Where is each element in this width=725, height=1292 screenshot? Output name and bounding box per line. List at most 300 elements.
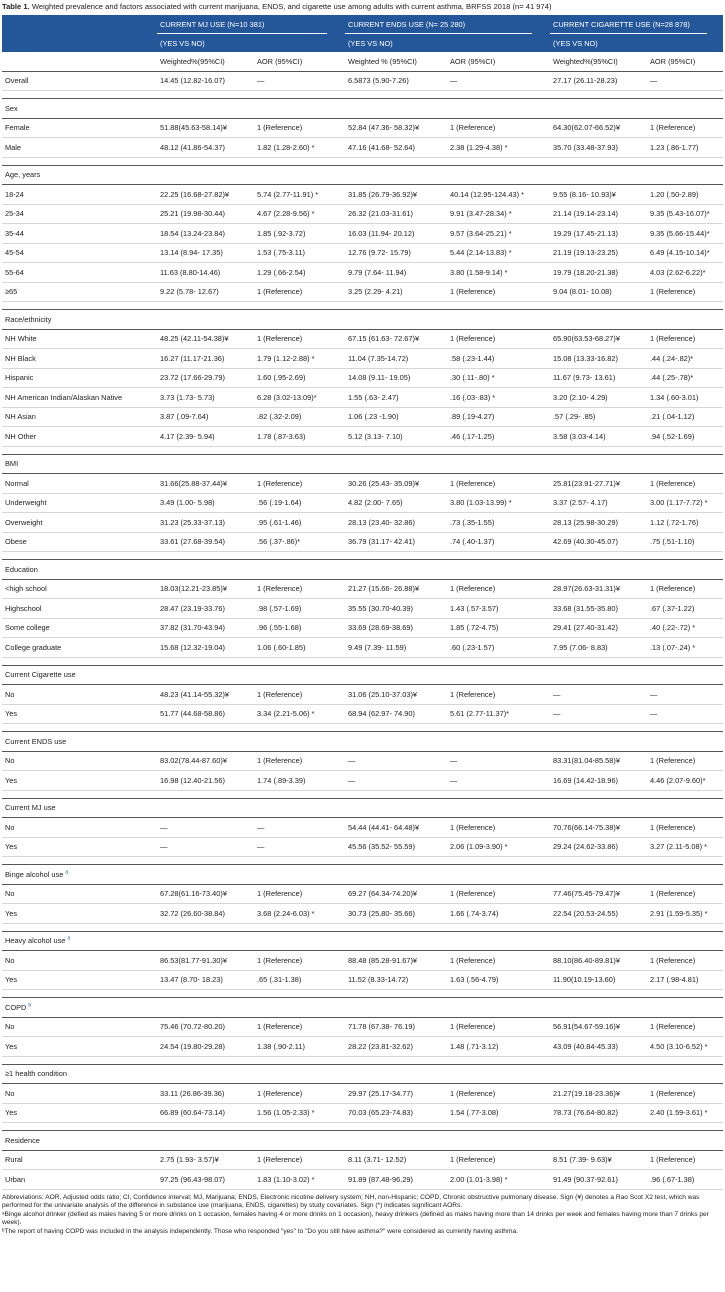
cell-group-ends	[345, 393, 550, 402]
cell-aor: .98 (.57-1.69)	[257, 603, 302, 613]
row-label: No	[5, 1088, 15, 1098]
cell-weighted: —	[348, 756, 356, 766]
table-row	[2, 244, 723, 264]
section-spacer	[2, 791, 723, 799]
cell-aor: 5.74 (2.77-11.91) *	[257, 189, 319, 199]
cell-weighted: 28.97(26.63-31.31)¥	[553, 584, 620, 594]
cell-weighted: 43.09 (40.84-45.33)	[553, 1041, 618, 1051]
header-group-cig	[550, 16, 725, 34]
header-sub-mj-wrap	[157, 39, 345, 48]
table-row	[2, 1151, 723, 1171]
cell-group-cig	[550, 498, 725, 507]
cell-group-cig	[550, 842, 725, 851]
cell-weighted: 51.77 (44.68-58.86)	[160, 709, 225, 719]
cell-group-mj	[157, 1089, 345, 1098]
cell-weighted: 11.63 (8.80-14.46)	[160, 267, 221, 277]
column-header-weighted: Weighted%(95%CI)	[160, 56, 225, 66]
cell-weighted: 25.21 (19.98-30.44)	[160, 209, 225, 219]
cell-aor: .96 (.55-1.68)	[257, 623, 302, 633]
cell-aor: 1 (Reference)	[450, 123, 496, 133]
cell-weighted: 4.82 (2.00- 7.65)	[348, 498, 403, 508]
cell-aor: 6.49 (4.15-10.14)*	[650, 248, 710, 258]
cell-weighted: 35.55 (30.70-40.39)	[348, 603, 413, 613]
table-row	[2, 1104, 723, 1124]
table-row	[2, 513, 723, 533]
cell-weighted: —	[160, 822, 168, 832]
header-group-mj-title: CURRENT MJ USE (N=10 381)	[157, 16, 327, 34]
cell-group-ends	[345, 1175, 550, 1184]
cell-weighted: 29.41 (27.40-31.42)	[553, 623, 618, 633]
cell-weighted: 3.37 (2.57- 4.17)	[553, 498, 608, 508]
section-spacer	[2, 158, 723, 166]
section-label	[2, 104, 402, 113]
cell-aor: 2.17 (.98-4.81)	[650, 975, 699, 985]
cell-aor: 1.20 (.50-2.89)	[650, 189, 699, 199]
header-row-groups	[2, 16, 723, 34]
table-row	[2, 1018, 723, 1038]
cell-weighted: 11.52 (8.33-14.72)	[348, 975, 409, 985]
cell-aor: .95 (.61-1.46)	[257, 517, 302, 527]
cell-group-cig	[550, 1155, 725, 1164]
cell-aor: 1.83 (1.10-3.02) *	[257, 1174, 315, 1184]
cell-weighted: 13.47 (8.70- 18.23)	[160, 975, 223, 985]
section-label	[2, 170, 402, 179]
cell-aor: 4.46 (2.07-9.60)*	[650, 775, 706, 785]
cell-group-cig	[550, 123, 725, 132]
cell-aor: 1 (Reference)	[257, 584, 303, 594]
cell-weighted: 83.02(78.44-87.60)¥	[160, 756, 227, 766]
cell-group-cig	[550, 690, 725, 699]
table-row	[2, 474, 723, 494]
cell-group-mj	[157, 209, 345, 218]
cell-weighted: 21.27 (15.66- 26.88)¥	[348, 584, 420, 594]
cell-weighted: 18.03(12.21-23.85)¥	[160, 584, 227, 594]
section-label-text: Race/ethnicity	[5, 314, 52, 324]
header-sub-cig-wrap	[550, 39, 725, 48]
cell-aor: 3.68 (2.24-6.03) *	[257, 908, 315, 918]
cell-weighted: 8.11 (3.71- 12.52)	[348, 1155, 407, 1165]
cell-aor: 1.79 (1.12-2.88) *	[257, 353, 315, 363]
cell-weighted: 69.27 (64.34-74.20)¥	[348, 889, 418, 899]
cell-aor: 9.35 (5.43-16.07)*	[650, 209, 710, 219]
cell-aor: 1 (Reference)	[650, 955, 696, 965]
cell-group-ends	[345, 248, 550, 257]
cell-group-cig	[550, 956, 725, 965]
cell-weighted: 48.12 (41.86-54.37)	[160, 142, 225, 152]
row-label: Obese	[5, 537, 27, 547]
cell-aor: 3.80 (1.03-13.99) *	[450, 498, 512, 508]
cell-weighted: 45.56 (35.52- 55.59)	[348, 842, 415, 852]
cell-weighted: 26.32 (21.03-31.61)	[348, 209, 413, 219]
cell-group-ends	[345, 143, 550, 152]
cell-weighted: 9.79 (7.64- 11.94)	[348, 267, 407, 277]
cell-group-mj	[157, 1175, 345, 1184]
cell-group-ends	[345, 354, 550, 363]
footnote: ᵇThe report of having COPD was included in the analysis independently. Those who responded "yes" to "Do you still have asthma?" were considered as currently having asthma.	[2, 1227, 518, 1235]
cell-weighted: 77.46(75.45-79.47)¥	[553, 889, 620, 899]
cell-aor: .96 (.67-1.38)	[650, 1174, 695, 1184]
cell-weighted: 1.55 (.63- 2.47)	[348, 392, 399, 402]
cell-aor: .56 (.19-1.64)	[257, 498, 302, 508]
cell-weighted: 19.79 (18.20-21.38)	[553, 267, 618, 277]
cell-aor: 1.82 (1.28-2.60) *	[257, 142, 315, 152]
section-header-row	[2, 666, 723, 686]
column-header-mj	[157, 57, 345, 66]
cell-weighted: 31.06 (25.10-37.03)¥	[348, 689, 418, 699]
cell-aor: 6.28 (3.02-13.09)*	[257, 392, 317, 402]
cell-group-mj	[157, 975, 345, 984]
row-label: Yes	[5, 709, 18, 719]
cell-group-ends	[345, 709, 550, 718]
cell-aor: 1 (Reference)	[650, 334, 696, 344]
cell-aor: 1.85 (.92-3.72)	[257, 228, 306, 238]
cell-group-ends	[345, 287, 550, 296]
cell-group-mj	[157, 756, 345, 765]
cell-aor: 1 (Reference)	[450, 478, 496, 488]
cell-aor: 1 (Reference)	[450, 889, 496, 899]
cell-group-ends	[345, 537, 550, 546]
cell-group-mj	[157, 623, 345, 632]
cell-weighted: 88.48 (85.28-91.67)¥	[348, 955, 418, 965]
cell-aor: .82 (.32-2.09)	[257, 412, 302, 422]
cell-group-ends	[345, 268, 550, 277]
section-label	[2, 459, 402, 468]
cell-group-mj	[157, 518, 345, 527]
cell-weighted: 3.58 (3.03-4.14)	[553, 431, 606, 441]
cell-weighted: 36.79 (31.17- 42.41)	[348, 537, 415, 547]
row-label: Rural	[5, 1155, 23, 1165]
cell-aor: 1.38 (.90-2.11)	[257, 1041, 305, 1051]
cell-group-mj	[157, 268, 345, 277]
cell-group-mj	[157, 1022, 345, 1031]
row-label: Yes	[5, 775, 18, 785]
cell-aor: 2.06 (1.09-3.90) *	[450, 842, 508, 852]
cell-group-ends	[345, 823, 550, 832]
cell-group-ends	[345, 229, 550, 238]
cell-weighted: 42.69 (40.30-45.07)	[553, 537, 618, 547]
cell-weighted: 91.89 (87.48-96.29)	[348, 1174, 413, 1184]
cell-group-ends	[345, 479, 550, 488]
cell-group-cig	[550, 709, 725, 718]
cell-aor: 1 (Reference)	[450, 334, 496, 344]
cell-group-cig	[550, 604, 725, 613]
cell-weighted: 19.29 (17.45-21.13)	[553, 228, 618, 238]
row-label: Underweight	[5, 498, 47, 508]
column-header-aor: AOR (95%CI)	[450, 56, 496, 66]
row-label: NH White	[5, 334, 37, 344]
row-label: 25-34	[5, 209, 24, 219]
section-spacer	[2, 91, 723, 99]
cell-group-ends	[345, 1042, 550, 1051]
cell-weighted: 21.14 (19.14-23.14)	[553, 209, 618, 219]
section-header-row	[2, 932, 723, 952]
row-label: 45-54	[5, 248, 24, 258]
row-label: Overall	[5, 76, 29, 86]
cell-aor: 1.34 (.60-3.01)	[650, 392, 699, 402]
table-row	[2, 1084, 723, 1104]
cell-aor: 1 (Reference)	[650, 889, 696, 899]
cell-group-mj	[157, 190, 345, 199]
row-label: College graduate	[5, 642, 62, 652]
cell-weighted: 64.30(62.07-66.52)¥	[553, 123, 620, 133]
cell-group-cig	[550, 1108, 725, 1117]
section-header-row	[2, 1131, 723, 1151]
cell-aor: .56 (.37-.86)*	[257, 537, 301, 547]
footnote-marker: a	[67, 936, 71, 942]
cell-aor: 3.00 (1.17-7.72) *	[650, 498, 708, 508]
section-label	[2, 1003, 402, 1012]
table-footnotes	[2, 1194, 723, 1237]
cell-group-cig	[550, 1175, 725, 1184]
cell-aor: 1 (Reference)	[257, 1088, 303, 1098]
cell-weighted: 18.54 (13.24-23.84)	[160, 228, 225, 238]
cell-group-ends	[345, 776, 550, 785]
section-header-row	[2, 998, 723, 1018]
table-row	[2, 599, 723, 619]
cell-aor: 2.00 (1.01-3.98) *	[450, 1174, 508, 1184]
row-label: No	[5, 1022, 15, 1032]
cell-group-cig	[550, 287, 725, 296]
table-row	[2, 533, 723, 553]
cell-group-ends	[345, 1089, 550, 1098]
row-label: NH Black	[5, 353, 36, 363]
cell-aor: 5.44 (2.14-13.83) *	[450, 248, 512, 258]
cell-group-mj	[157, 709, 345, 718]
cell-group-mj	[157, 123, 345, 132]
cell-weighted: 31.85 (26.79-36.92)¥	[348, 189, 418, 199]
column-header-aor: AOR (95%CI)	[257, 56, 303, 66]
row-label: No	[5, 689, 15, 699]
section-label	[2, 670, 402, 679]
cell-group-cig	[550, 1042, 725, 1051]
section-spacer	[2, 302, 723, 310]
row-label: Female	[5, 123, 30, 133]
row-label: <high school	[5, 584, 47, 594]
row-label: Hispanic	[5, 373, 34, 383]
cell-aor: 1.60 (.95-2.69)	[257, 373, 306, 383]
cell-aor: 1.53 (.75-3.11)	[257, 248, 305, 258]
row-label: No	[5, 822, 15, 832]
section-header-row	[2, 310, 723, 330]
cell-weighted: 9.49 (7.39- 11.59)	[348, 642, 407, 652]
header-group-mj-subtitle: (YES VS NO)	[160, 38, 205, 48]
cell-group-mj	[157, 690, 345, 699]
row-label: Normal	[5, 478, 29, 488]
row-label: NH Asian	[5, 412, 36, 422]
cell-aor: 1 (Reference)	[650, 1155, 696, 1165]
cell-group-mj	[157, 479, 345, 488]
cell-weighted: 29.24 (24.62-33.86)	[553, 842, 618, 852]
cell-weighted: 5.12 (3.13- 7.10)	[348, 431, 403, 441]
cell-aor: 1 (Reference)	[257, 123, 303, 133]
cell-aor: 2.91 (1.59-5.35) *	[650, 908, 708, 918]
cell-group-mj	[157, 537, 345, 546]
cell-aor: 1 (Reference)	[450, 1088, 496, 1098]
table-row	[2, 369, 723, 389]
cell-weighted: 1.06 (.23 -1.90)	[348, 412, 399, 422]
section-label	[2, 936, 402, 945]
cell-weighted: 11.67 (9.73- 13.61)	[553, 373, 616, 383]
cell-group-mj	[157, 373, 345, 382]
cell-weighted: 23.72 (17.66-29.79)	[160, 373, 225, 383]
cell-weighted: 3.25 (2.29- 4.21)	[348, 287, 403, 297]
cell-group-mj	[157, 432, 345, 441]
cell-group-cig	[550, 229, 725, 238]
cell-group-ends	[345, 643, 550, 652]
cell-group-cig	[550, 190, 725, 199]
section-label-text: Current ENDS use	[5, 736, 67, 746]
cell-group-cig	[550, 643, 725, 652]
table-row	[2, 752, 723, 772]
header-group-ends-title: CURRENT ENDS USE (N= 25 280)	[345, 16, 532, 34]
section-header-row	[2, 732, 723, 752]
cell-aor: 1 (Reference)	[450, 822, 496, 832]
cell-aor: 9.57 (3.64-25.21) *	[450, 228, 512, 238]
cell-group-mj	[157, 412, 345, 421]
cell-group-mj	[157, 143, 345, 152]
cell-aor: 1.66 (.74-3.74)	[450, 908, 499, 918]
table-row	[2, 619, 723, 639]
cell-aor: 1 (Reference)	[450, 287, 496, 297]
cell-weighted: 48.25 (42.11-54.38)¥	[160, 334, 229, 344]
row-label: Yes	[5, 1108, 18, 1118]
cell-weighted: 28.13 (23.40- 32.86)	[348, 517, 415, 527]
header-group-ends-subtitle: (YES VS NO)	[348, 38, 393, 48]
section-label	[2, 1069, 402, 1078]
table-row	[2, 283, 723, 303]
cell-group-ends	[345, 756, 550, 765]
header-group-mj	[157, 16, 345, 34]
cell-group-cig	[550, 623, 725, 632]
section-label-text: Age, years	[5, 170, 41, 180]
row-label: Urban	[5, 1174, 26, 1184]
section-header-row	[2, 560, 723, 580]
cell-weighted: 33.61 (27.68-39.54)	[160, 537, 225, 547]
cell-weighted: 16.27 (11.17-21.36)	[160, 353, 225, 363]
header-group-cig-subtitle: (YES VS NO)	[553, 38, 598, 48]
cell-aor: 9.35 (5.66-15.44)*	[650, 228, 710, 238]
section-label	[2, 803, 402, 812]
cell-aor: .16 (.03-.83) *	[450, 392, 496, 402]
cell-weighted: 33.69 (28.69-38.69)	[348, 623, 413, 633]
cell-aor: 1 (Reference)	[257, 287, 303, 297]
cell-aor: 1 (Reference)	[257, 1022, 303, 1032]
cell-aor: .74 (.40-1.37)	[450, 537, 495, 547]
cell-group-ends	[345, 1022, 550, 1031]
section-spacer	[2, 724, 723, 732]
cell-aor: .21 (.04-1.12)	[650, 412, 695, 422]
cell-weighted: 12.76 (9.72- 15.79)	[348, 248, 411, 258]
table-row	[2, 138, 723, 158]
cell-group-ends	[345, 889, 550, 898]
cell-aor: 1 (Reference)	[450, 689, 496, 699]
cell-weighted: 3.73 (1.73- 5.73)	[160, 392, 215, 402]
cell-group-mj	[157, 354, 345, 363]
cell-weighted: 78.73 (76.64-80.82)	[553, 1108, 618, 1118]
table-caption-label: Table 1.	[2, 2, 30, 11]
section-label-text: Education	[5, 564, 38, 574]
row-label: Some college	[5, 623, 50, 633]
cell-aor: 1 (Reference)	[650, 756, 696, 766]
cell-aor: 3.34 (2.21-5.06) *	[257, 709, 315, 719]
cell-aor: .73 (.35-1.55)	[450, 517, 495, 527]
cell-weighted: 4.17 (2.39- 5.94)	[160, 431, 215, 441]
cell-weighted: 56.91(54.67-59.16)¥	[553, 1022, 620, 1032]
cell-group-ends	[345, 909, 550, 918]
cell-group-ends	[345, 842, 550, 851]
section-label-text: Binge alcohol use	[5, 869, 64, 879]
cell-weighted: 3.49 (1.00- 5.98)	[160, 498, 215, 508]
cell-weighted: 66.89 (60.64-73.14)	[160, 1108, 225, 1118]
section-spacer	[2, 447, 723, 455]
cell-weighted: —	[348, 775, 356, 785]
cell-group-mj	[157, 956, 345, 965]
cell-weighted: 7.95 (7.06- 8.83)	[553, 642, 608, 652]
cell-aor: 1.12 (.72-1.76)	[650, 517, 699, 527]
cell-aor: 1.63 (.56-4.79)	[450, 975, 499, 985]
table-row	[2, 205, 723, 225]
cell-weighted: —	[553, 689, 561, 699]
cell-weighted: 37.82 (31.70-43.94)	[160, 623, 225, 633]
section-label	[2, 1136, 402, 1145]
row-label: 18-24	[5, 189, 24, 199]
header-group-ends	[345, 16, 550, 34]
cell-weighted: 28.13 (25.98-30.29)	[553, 517, 618, 527]
cell-weighted: 22.25 (16.68-27.82)¥	[160, 189, 230, 199]
cell-weighted: 16.69 (14.42-18.96)	[553, 775, 618, 785]
cell-aor: .75 (.51-1.10)	[650, 537, 695, 547]
cell-weighted: 16.98 (12.40-21.56)	[160, 775, 225, 785]
cell-group-mj	[157, 1042, 345, 1051]
section-header-row	[2, 455, 723, 475]
table-row	[2, 771, 723, 791]
cell-weighted: 11.04 (7.35-14.72)	[348, 353, 409, 363]
section-header-row	[2, 166, 723, 186]
footnote-marker: a	[65, 869, 69, 876]
row-label: Yes	[5, 1041, 18, 1051]
cell-weighted: 16.03 (11.94- 20.12)	[348, 228, 415, 238]
row-label: ≥65	[5, 287, 18, 297]
cell-aor: 2.40 (1.59-3.61) *	[650, 1108, 708, 1118]
cell-group-cig	[550, 76, 725, 85]
cell-weighted: 91.49 (90.37-92.61)	[553, 1174, 618, 1184]
cell-aor: 4.03 (2.62-6.22)*	[650, 267, 706, 277]
cell-group-mj	[157, 287, 345, 296]
cell-weighted: 3.20 (2.10- 4.29)	[553, 392, 608, 402]
cell-aor: 1 (Reference)	[450, 584, 496, 594]
cell-group-cig	[550, 354, 725, 363]
table-row	[2, 885, 723, 905]
cell-group-cig	[550, 823, 725, 832]
cell-aor: —	[257, 822, 265, 832]
cell-group-ends	[345, 123, 550, 132]
header-row-subtitles	[2, 34, 723, 52]
cell-weighted: 67.28(61.16-73.40)¥	[160, 889, 227, 899]
cell-group-cig	[550, 537, 725, 546]
cell-group-cig	[550, 479, 725, 488]
cell-weighted: 14.08 (9.11- 19.05)	[348, 373, 411, 383]
cell-weighted: 52.84 (47.36- 58.32)¥	[348, 123, 420, 133]
cell-weighted: 21.27(19.18-23.36)¥	[553, 1088, 620, 1098]
section-label-text: Current MJ use	[5, 803, 56, 813]
cell-weighted: 22.54 (20.53-24.55)	[553, 908, 618, 918]
cell-aor: .46 (.17-1.25)	[450, 431, 495, 441]
cell-weighted: 24.54 (19.80-29.28)	[160, 1041, 225, 1051]
table-row	[2, 119, 723, 139]
cell-weighted: 29.97 (25.17-34.77)	[348, 1088, 413, 1098]
cell-aor: 1.29 (.66-2.54)	[257, 267, 306, 277]
section-label-text: BMI	[5, 459, 19, 469]
